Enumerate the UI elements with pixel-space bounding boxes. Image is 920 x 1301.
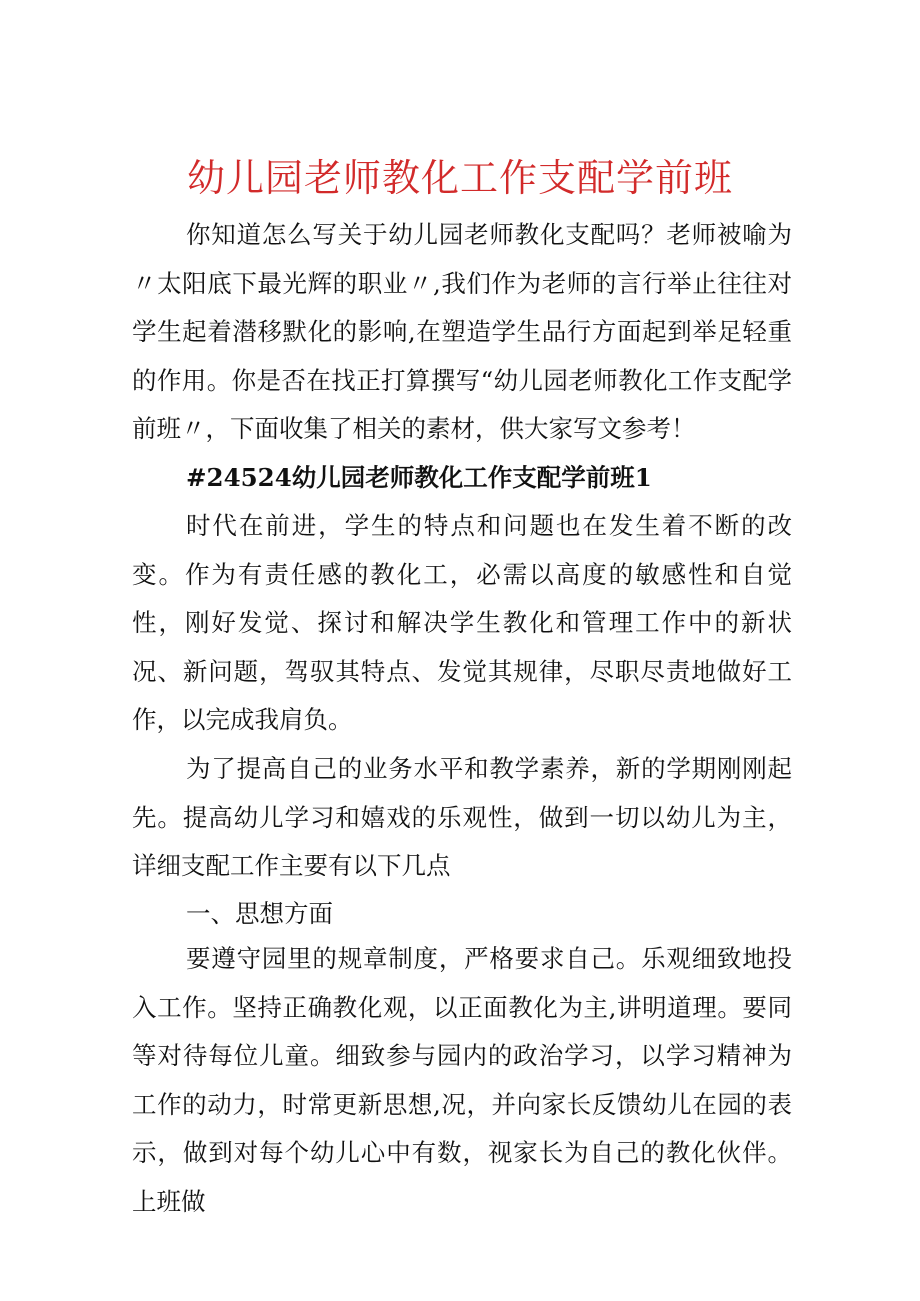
body-paragraph-1: 时代在前进，学生的特点和问题也在发生着不断的改变。作为有责任感的教化工，必需以高度的敏感性和自觉性，刚好发觉、探讨和解决学生教化和管理工作中的新状况、新问题，驾驭其特点、发觉其规律，尽职尽责地做好工作，以完成我肩负。: [132, 511, 792, 735]
intro-paragraph: 你知道怎么写关于幼儿园老师教化支配吗？老师被喻为〃太阳底下最光辉的职业〃,我们作为老师的言行举止往往对学生起着潜移默化的影响,在塑造学生品行方面起到举足轻重的作用。你是否在找正打算撰写“幼儿园老师教化工作支配学前班〃，下面收集了相关的素材，供大家写文参考！: [132, 220, 792, 444]
section-heading: 一、思想方面: [186, 899, 333, 928]
body-paragraph-2: 为了提高自己的业务水平和教学素养，新的学期刚刚起先。提高幼儿学习和嬉戏的乐观性，做到一切以幼儿为主，详细支配工作主要有以下几点: [132, 754, 792, 881]
article-heading: #24524幼儿园老师教化工作支配学前班1: [186, 463, 652, 492]
document-title: 幼儿园老师教化工作支配学前班: [186, 156, 733, 200]
body-paragraph-3: 要遵守园里的规章制度，严格要求自己。乐观细致地投入工作。坚持正确教化观，以正面教化为主,讲明道理。要同等对待每位儿童。细致参与园内的政治学习，以学习精神为工作的动力，时常更新思想,况，并向家长反馈幼儿在园的表示，做到对每个幼儿心中有数，视家长为自己的教化伙伴。上班做: [132, 944, 792, 1216]
